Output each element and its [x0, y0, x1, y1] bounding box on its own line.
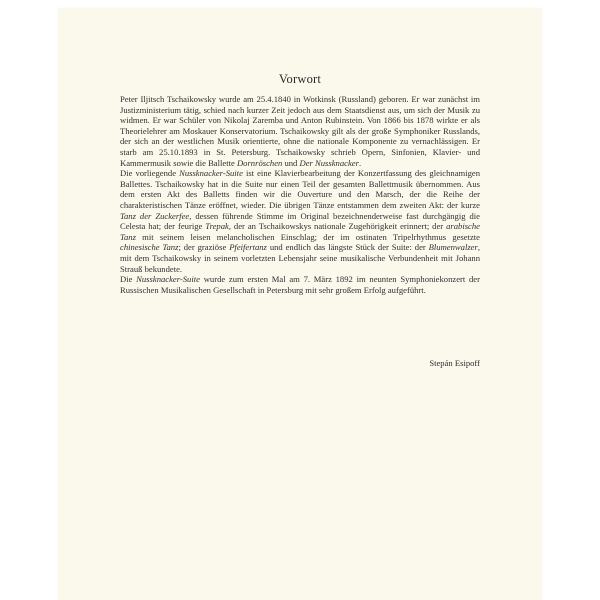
italic-text-run: Dornröschen: [236, 157, 283, 168]
author-signature: Stepán Esipoff: [429, 358, 480, 368]
paragraph-suite-description: [120, 168, 480, 274]
text-run: .: [358, 157, 362, 168]
italic-text-run: Der Nussknacker: [299, 157, 359, 168]
text-run: Die: [120, 274, 137, 285]
italic-text-run: Pfeifertanz: [229, 242, 267, 253]
text-run: Peter Iljitsch Tschaikowsky wurde am 25.4.1840 in Wotkinsk (Russland) geboren. Er war zunächst im Justizministerium tätig, schied nach kurzer Zeit jedoch aus dem Staatsdienst aus, um sich der Musik zu widmen. Er war Schüler von Nikolaj Zaremba und Anton Rubinstein. Von 1866 bis 1878 wirkte er als Theorielehrer am Moskauer Konservatorium. Tschaikowsky gilt als der große Symphoniker Russlands, der sich an der westlichen Musik orientierte, ohne die nationale Komponente zu vernachlässigen. Er starb am 25.10.1893 in St. Petersburg. Tschaikowsky schrieb Opern, Sinfonien, Klavier- und Kammermusik sowie die Ballette: [120, 94, 480, 168]
italic-text-run: Blumenwalzer: [428, 242, 478, 253]
text-run: und endlich das längste Stück der Suite: der: [266, 242, 429, 253]
paragraph-biography: [120, 94, 480, 168]
text-run: Die vorliegende: [120, 168, 180, 179]
text-run: mit seinem leisen melancholischen Einschlag; der im ostinaten Tripelrhythmus gesetzte: [135, 231, 480, 242]
text-run: ; der graziöse: [178, 242, 230, 253]
text-run: wurde zum ersten Mal am 7. März 1892 im neunten Symphoniekonzert der Russischen Musikalischen Gesellschaft in Petersburg mit sehr großem Erfolg aufgeführt.: [120, 274, 480, 295]
italic-text-run: Trepak: [205, 221, 229, 232]
italic-text-run: chinesische Tanz: [120, 242, 179, 253]
italic-text-run: Tanz der Zuckerfee: [120, 210, 190, 221]
text-run: , mit dem Tschaikowsky in seinem vorletzten Lebensjahr seine musikalische Verbundenheit mit Johann Strauß bekundete.: [120, 242, 480, 274]
text-run: und: [282, 157, 300, 168]
document-page: [58, 8, 542, 600]
text-run: ist eine Klavierbearbeitung der Konzertfassung des gleichnamigen Ballettes. Tschaikowsky hat in die Suite nur einen Teil der gesamten Ballettmusik übernommen. Aus dem ersten Akt des Balletts finden wir die Ouverture und den Marsch, der die Reihe der charakteristischen Tänze eröffnet, wieder. Die übrigen Tänze entstammen dem zweiten Akt: der kurze: [120, 168, 480, 210]
paragraph-premiere: [120, 274, 480, 295]
italic-text-run: Nussknacker-Suite: [136, 274, 200, 285]
italic-text-run: Nussknacker-Suite: [179, 168, 243, 179]
text-run: , dessen führende Stimme im Original bezeichnenderweise fast durchgängig die Celesta hat; der feurige: [120, 210, 481, 232]
italic-text-run: arabische Tanz: [120, 221, 480, 242]
page-title: Vorwort: [278, 72, 322, 86]
preface-body: [120, 94, 480, 295]
text-run: , der an Tschaikowskys nationale Zugehörigkeit erinnert; der: [228, 221, 447, 232]
